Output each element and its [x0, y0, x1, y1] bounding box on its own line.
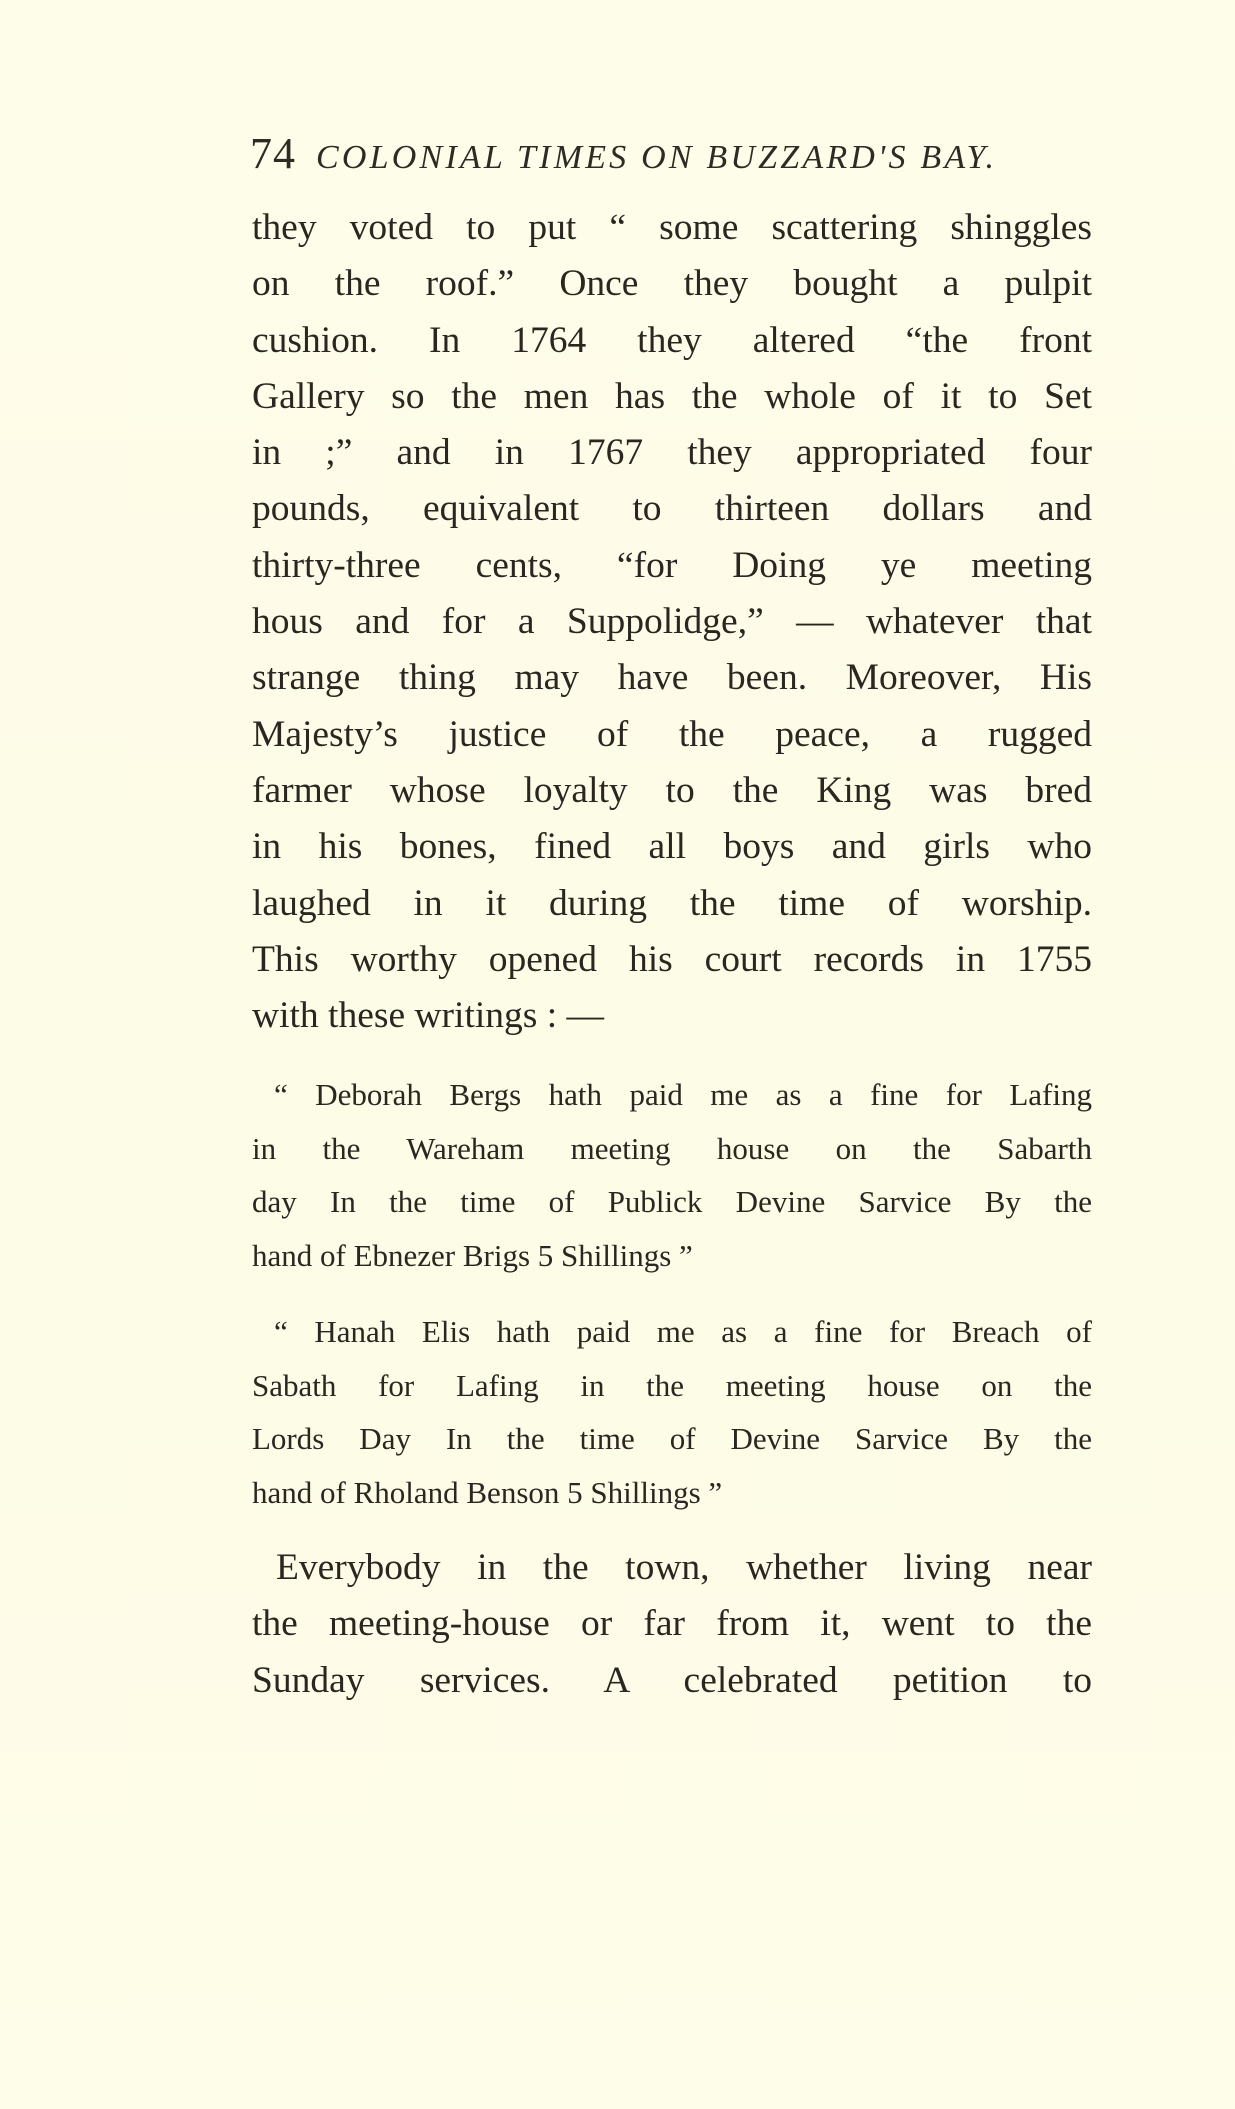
text-line: pounds, equivalent to thirteen dollars and: [252, 488, 1092, 530]
text-line: the meeting-house or far from it, went to the: [252, 1603, 1092, 1645]
text-line: laughed in it during the time of worship.: [252, 882, 1092, 924]
text-line: Gallery so the men has the whole of it to Set: [252, 375, 1092, 417]
text-line: with these writings : —: [252, 995, 605, 1037]
quote-line: hand of Ebnezer Brigs 5 Shillings ”: [252, 1237, 693, 1273]
text-line: Sunday services. A celebrated petition to: [252, 1659, 1092, 1701]
running-title: COLONIAL TIMES ON BUZZARD'S BAY.: [316, 139, 998, 176]
quote-line: “ Hanah Elis hath paid me as a fine for Breach of: [274, 1314, 1092, 1349]
quote-line: Sabath for Lafing in the meeting house on the: [252, 1367, 1092, 1403]
text-line: cushion. In 1764 they altered “the front: [252, 319, 1092, 361]
text-line: strange thing may have been. Moreover, His: [252, 657, 1092, 699]
text-line: on the roof.” Once they bought a pulpit: [252, 263, 1092, 305]
text-line: Everybody in the town, whether living near: [276, 1547, 1092, 1588]
quote-line: in the Wareham meeting house on the Sabarth: [252, 1130, 1092, 1166]
text-line: thirty-three cents, “for Doing ye meeting: [252, 544, 1092, 586]
court-record-quote: [252, 1305, 1092, 1519]
text-line: in his bones, fined all boys and girls who: [252, 826, 1092, 868]
court-record-quote: [252, 1068, 1092, 1282]
quote-line: “ Deborah Bergs hath paid me as a fine for Lafing: [274, 1077, 1092, 1112]
running-head: [250, 128, 1090, 188]
quote-line: Lords Day In the time of Devine Sarvice By the: [252, 1421, 1092, 1456]
text-line: farmer whose loyalty to the King was bred: [252, 769, 1092, 811]
body-paragraph: [252, 200, 1092, 1044]
text-line: Majesty’s justice of the peace, a rugged: [252, 713, 1092, 755]
text-line: This worthy opened his court records in 1755: [252, 938, 1092, 980]
quote-line: hand of Rholand Benson 5 Shillings ”: [252, 1474, 723, 1510]
text-line: hous and for a Suppolidge,” — whatever that: [252, 601, 1092, 643]
page-number: 74: [250, 129, 296, 178]
closing-paragraph: [252, 1540, 1092, 1709]
text-line: in ;” and in 1767 they appropriated four: [252, 432, 1092, 474]
text-line: they voted to put “ some scattering shingglеs: [252, 207, 1092, 248]
quote-line: day In the time of Publick Devine Sarvice By the: [252, 1184, 1092, 1219]
